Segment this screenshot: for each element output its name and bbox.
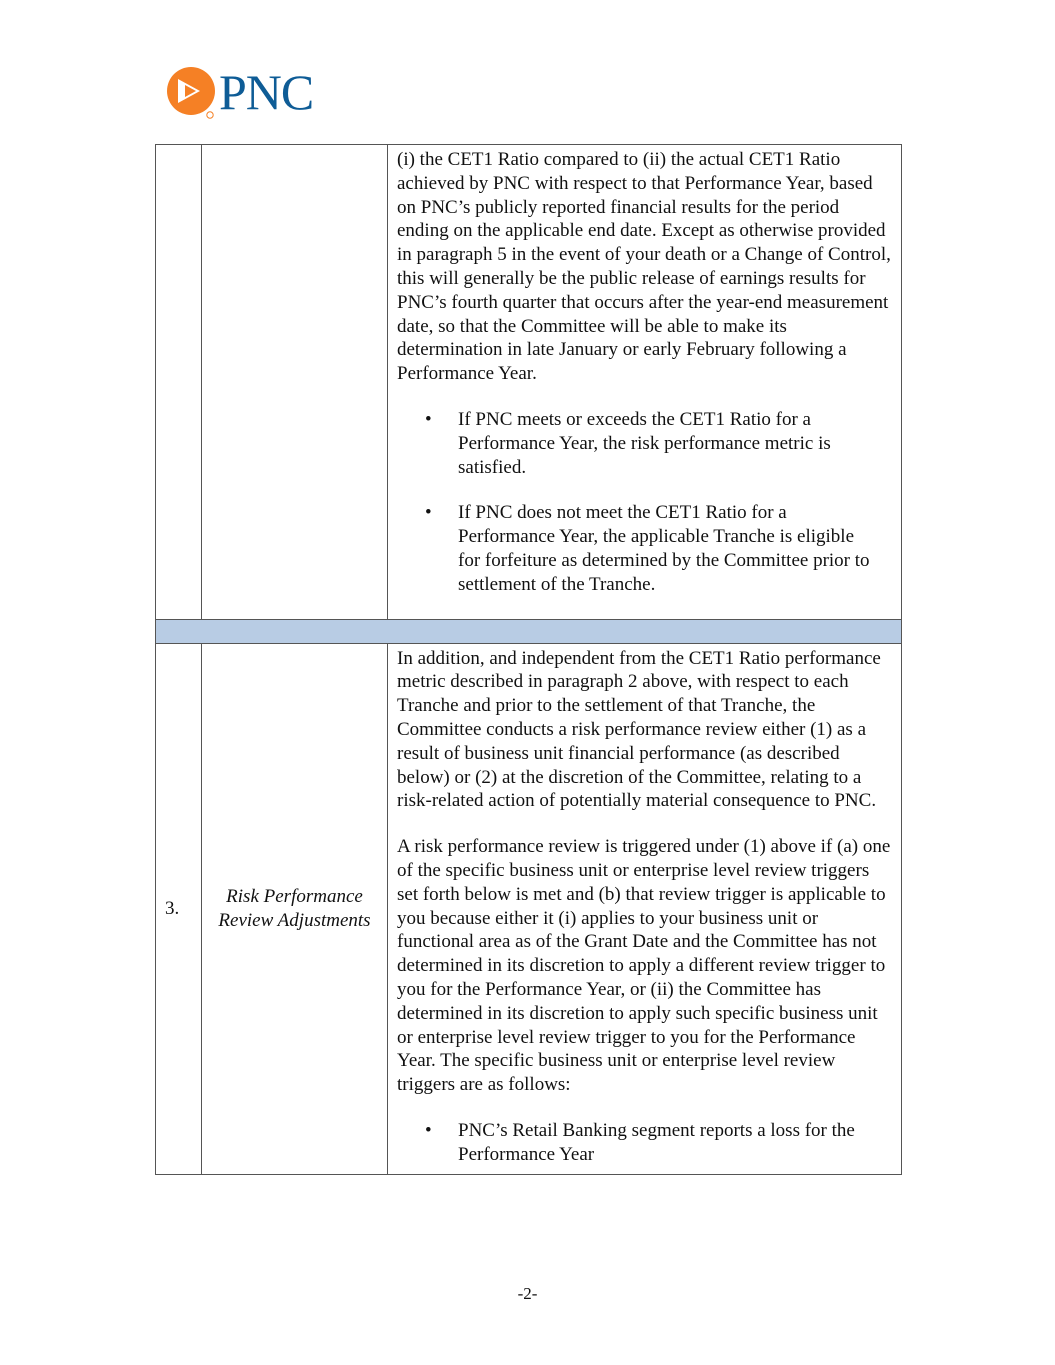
paragraph: In addition, and independent from the CET1 Ratio performance metric described in paragraph 2 above, with respect to each Tranche and prior to the settlement of that Tranche, the Committee conducts a risk performance review either (1) as a result of business unit financial performance (as described below) or (2) at the discretion of the Committee, relating to a risk-related action of potentially material consequence to PNC. [397, 647, 881, 812]
paragraph: (i) the CET1 Ratio compared to (ii) the actual CET1 Ratio achieved by PNC with respect to that Performance Year, based on PNC’s publicly reported financial results for the period ending on the applicable end date. Except as otherwise provided in paragraph 5 in the event of your death or a Change of Control, this will generally be the public release of earnings results for PNC’s fourth quarter that occurs after the year-end measurement date, so that the Committee will be able to make its determination in late January or early February following a Performance Year. [397, 149, 891, 385]
page-number: -2- [517, 1284, 538, 1303]
pnc-logo [166, 66, 346, 122]
row-number: 3. [165, 898, 180, 920]
row-number-cell [156, 145, 202, 620]
terms-table [155, 144, 902, 1175]
bullet-text: If PNC does not meet the CET1 Ratio for a Performance Year, the applicable Tranche is eligible for forfeiture as determined by the Committee prior to settlement of the Tranche. [458, 502, 870, 595]
row-label-cell [202, 643, 388, 1175]
table-row [156, 643, 902, 1175]
row-content-cell [388, 643, 902, 1175]
pnc-logo-mark [166, 66, 218, 122]
section-divider-row [156, 619, 902, 643]
bullet-icon: • [425, 502, 432, 524]
bullet-item [397, 1119, 895, 1167]
bullet-icon: • [425, 1119, 432, 1141]
pnc-logo-text: PNC [219, 64, 314, 120]
row-number-cell [156, 643, 202, 1175]
row-label-cell [202, 145, 388, 620]
bullet-list [397, 408, 895, 597]
bullet-item [397, 408, 895, 479]
bullet-text: If PNC meets or exceeds the CET1 Ratio for a Performance Year, the risk performance metric is satisfied. [458, 408, 831, 478]
table-row [156, 145, 902, 620]
bullet-list [397, 1119, 895, 1167]
bullet-text: PNC’s Retail Banking segment reports a loss for the Performance Year [458, 1119, 855, 1165]
paragraph: A risk performance review is triggered under (1) above if (a) one of the specific business unit or enterprise level review triggers set forth below is met and (b) that review trigger is applicable to you because either it (i) applies to your business unit or functional area as of the Grant Date and the Committee has not determined in its discretion to apply a different review trigger to you for the Performance Year, or (ii) the Committee has determined in its discretion to apply such specific business unit or enterprise level review trigger to you for the Performance Year. The specific business unit or enterprise level review triggers are as follows: [397, 836, 891, 1096]
bullet-icon: • [425, 408, 432, 430]
row-label: Risk Performance Review Adjustments [218, 886, 371, 932]
row-content-cell [388, 145, 902, 620]
section-divider [156, 619, 902, 643]
bullet-item [397, 501, 895, 596]
